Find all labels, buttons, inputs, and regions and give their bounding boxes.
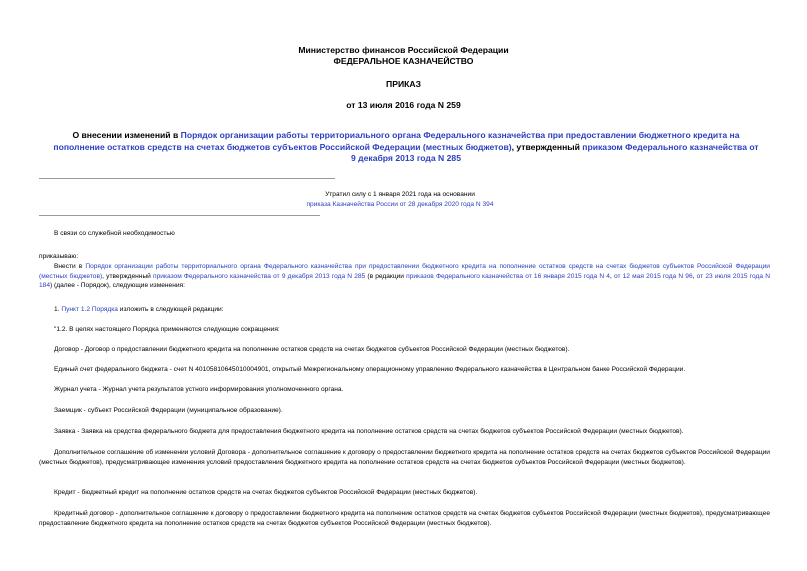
point-link[interactable]: Пункт 1.2 bbox=[61, 306, 90, 313]
para-dogovor: Договор - Договор о предоставлении бюджетного кредита на пополнение остатков средств на счетах бюджетов субъектов Российской Федерации (местных бюджетов). bbox=[54, 346, 570, 353]
para-application: Заявка - Заявка на средства федерального бюджета для предоставления бюджетного кредита на пополнение остатков средств на счетах бюджетов субъектов Российской Федерации (местных бюджетов). bbox=[54, 428, 684, 435]
amend-link-order-285[interactable]: приказом Федерального казначейства от 9 декабря 2013 года N 285 bbox=[153, 272, 366, 280]
procedure-link[interactable]: Порядка bbox=[91, 306, 118, 313]
agency-name: ФЕДЕРАЛЬНОЕ КАЗНАЧЕЙСТВО bbox=[333, 56, 474, 66]
amend-link-procedure[interactable]: Порядок организации работы территориального органа Федерального казначейства при предоставлении бюджетного кредита на пополнение остатков средств на счетах бюджетов субъектов Российской Федерации (местных бюджетов) bbox=[39, 263, 770, 280]
title-link-order[interactable]: приказом Федерального казначейства от 9 декабря 2013 года N 285 bbox=[351, 141, 759, 163]
expiry-link[interactable]: приказа Казначейства России от 28 декабря 2020 года N 394 bbox=[306, 201, 494, 208]
ministry-name: Министерство финансов Российской Федерации bbox=[298, 45, 509, 55]
amend-link-order-184[interactable]: от 23 июля 2015 года N 184 bbox=[39, 272, 770, 289]
expiry-note-link-line bbox=[200, 200, 600, 210]
para-account: Единый счет федерального бюджета - счет N 40105810645010004901, открытый Межрегиональному операционному управлению Федерального казначейства в Центральном банке Российской Федерации. bbox=[54, 366, 686, 373]
title-link-procedure[interactable]: Порядок организации работы территориального органа Федерального казначейства при предоставлении бюджетного кредита на пополнение остатков средств на счетах бюджетов субъектов Российской Федерации (местных бюджетов) bbox=[53, 130, 740, 152]
amend-link-order-4[interactable]: приказов Федерального казначейства от 16 января 2015 года N 4 bbox=[406, 272, 610, 280]
doc-date-number: от 13 июля 2016 года N 259 bbox=[346, 100, 461, 110]
doc-type: ПРИКАЗ bbox=[386, 79, 421, 89]
divider-bottom bbox=[39, 215, 320, 216]
para-amend: Внести в Порядок организации работы территориального органа Федерального казначейства при предоставлении бюджетного кредита на пополнение остатков средств на счетах бюджетов субъектов Российской Федерации (местных бюджетов), утвержденный приказом Федерального казначейства от 9 декабря 2013 года N 285 (в редакции приказов Федерального казначейства от 16 января 2015 года N 4, от 12 мая 2015 года N 96, от 23 июля 2015 года N 184) (далее - Порядок), следующие изменения: bbox=[39, 263, 770, 289]
para-borrower: Заемщик - субъект Российской Федерации (муниципальное образование). bbox=[54, 407, 283, 414]
divider-top bbox=[39, 178, 335, 179]
para-order-word: приказываю: bbox=[39, 253, 79, 260]
expiry-note: Утратил силу с 1 января 2021 года на основании bbox=[325, 191, 475, 198]
doc-title: О внесении изменений в Порядок организации работы территориального органа Федерального казначейства при предоставлении бюджетного кредита на пополнение остатков средств на счетах бюджетов субъектов Российской Федерации (местных бюджетов), утвержденный приказом Федерального казначейства от 9 декабря 2013 года N 285 bbox=[53, 130, 759, 163]
para-journal: Журнал учета - Журнал учета результатов устного информирования уполномоченного органа. bbox=[54, 386, 344, 393]
para-credit: Кредит - бюджетный кредит на пополнение остатков средств на счетах бюджетов субъектов Российской Федерации (местных бюджетов). bbox=[54, 489, 478, 496]
para-reason: В связи со служебной необходимостью bbox=[54, 230, 175, 237]
amend-link-order-96[interactable]: от 12 мая 2015 года N 96 bbox=[613, 272, 693, 280]
para-credit-agreement: Кредитный договор - дополнительное соглашение к договору о предоставлении бюджетного кредита на пополнение остатков средств на счетах бюджетов субъектов Российской Федерации (местных бюджетов), предусматривающее предоставление бюджетного кредита на пополнение остатков средств на счетах бюджетов субъектов Российской Федерации (местных бюджетов). bbox=[39, 510, 770, 527]
para-1-2: "1.2. В целях настоящего Порядка применяются следующие сокращения: bbox=[54, 326, 280, 333]
para-additional: Дополнительное соглашение об изменении условий Договора - дополнительное соглашение к договору о предоставлении бюджетного кредита на пополнение остатков средств на счетах бюджетов субъектов Российской Федерации (местных бюджетов), предусматривающее изменения условий предоставления бюджетного кредита на пополнение остатков средств на счетах бюджетов субъектов Российской Федерации (местных бюджетов). bbox=[39, 449, 770, 466]
para-point1: 1. Пункт 1.2 Порядка изложить в следующей редакции: bbox=[54, 306, 224, 313]
